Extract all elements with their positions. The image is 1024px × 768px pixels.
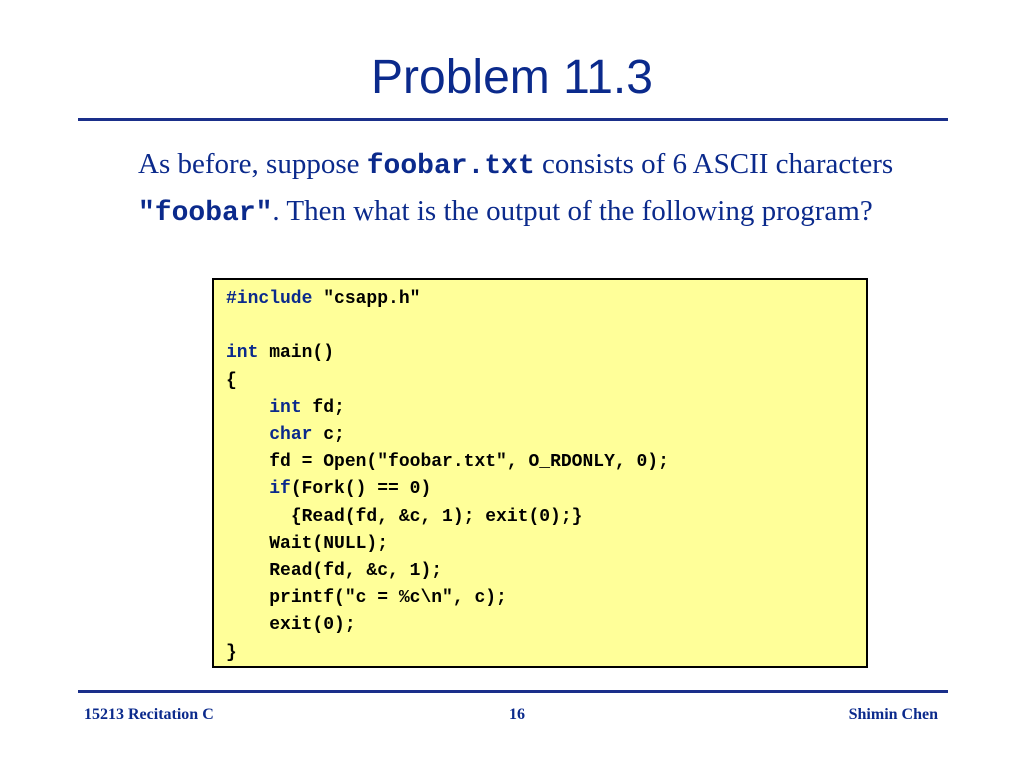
code-line bbox=[226, 313, 669, 340]
problem-statement bbox=[138, 142, 918, 236]
code-keyword: char bbox=[269, 425, 313, 446]
code-line bbox=[226, 585, 669, 612]
code-text: { bbox=[226, 370, 237, 391]
code-text: fd; bbox=[301, 397, 345, 418]
slide-title: Problem 11.3 bbox=[371, 51, 653, 104]
code-line bbox=[226, 286, 669, 313]
code-line bbox=[226, 395, 669, 422]
code-line bbox=[226, 476, 669, 503]
code-keyword: #include bbox=[226, 289, 313, 309]
code-line bbox=[226, 504, 669, 531]
code-line bbox=[226, 558, 669, 585]
statement-text-1: As before, suppose bbox=[138, 148, 367, 180]
code-line bbox=[226, 640, 669, 667]
code-line bbox=[226, 340, 669, 367]
code-text: printf("c = %c\n", c); bbox=[269, 588, 507, 609]
code-line bbox=[226, 612, 669, 639]
code-text: c; bbox=[312, 425, 345, 446]
code-listing bbox=[226, 286, 669, 667]
code-text: main() bbox=[258, 343, 335, 364]
statement-string: "foobar" bbox=[138, 198, 273, 229]
code-keyword: if bbox=[269, 479, 291, 500]
title-divider bbox=[78, 118, 948, 121]
code-text bbox=[226, 316, 237, 336]
code-keyword: int bbox=[226, 343, 259, 364]
code-text: exit(0); bbox=[269, 615, 356, 636]
code-line bbox=[226, 368, 669, 395]
footer-divider bbox=[78, 690, 948, 693]
code-text: Read(fd, &c, 1); bbox=[269, 561, 443, 582]
footer-course: 15213 Recitation C bbox=[84, 706, 214, 723]
statement-text-2: consists of 6 ASCII characters bbox=[534, 148, 894, 180]
code-text: fd = Open("foobar.txt", O_RDONLY, 0); bbox=[269, 452, 669, 473]
footer-page-number: 16 bbox=[509, 706, 525, 723]
statement-text-3: . Then what is the output of the following program? bbox=[272, 195, 873, 227]
footer-author: Shimin Chen bbox=[848, 706, 938, 723]
code-listing-box bbox=[212, 278, 868, 668]
code-text: "csapp.h" bbox=[312, 289, 421, 309]
statement-filename: foobar.txt bbox=[366, 151, 535, 182]
code-line bbox=[226, 449, 669, 476]
code-text: (Fork() == 0) bbox=[290, 479, 432, 500]
code-text: Wait(NULL); bbox=[269, 533, 389, 554]
code-text: {Read(fd, &c, 1); exit(0);} bbox=[290, 506, 583, 527]
code-line bbox=[226, 531, 669, 558]
code-keyword: int bbox=[269, 397, 302, 418]
code-text: } bbox=[226, 642, 237, 663]
code-line bbox=[226, 422, 669, 449]
